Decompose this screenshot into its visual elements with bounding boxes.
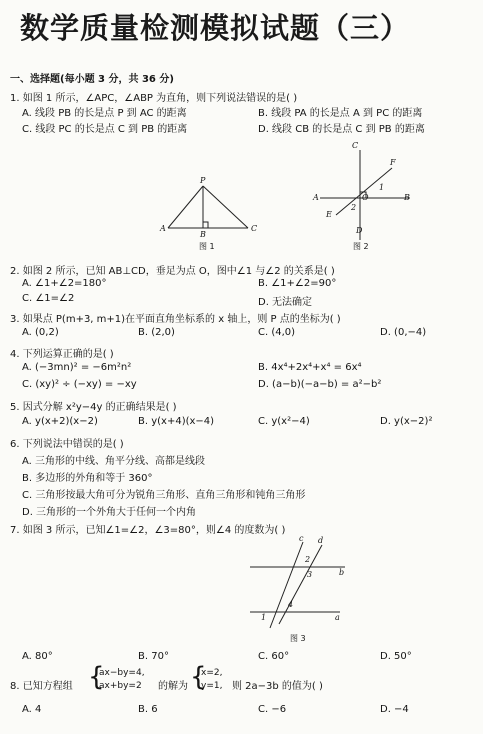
fig3-label-a: a: [335, 613, 340, 622]
question-4: 4. 下列运算正确的是( ): [10, 349, 114, 360]
q6-option-b: B. 多边形的外角和等于 360°: [22, 473, 153, 484]
question-2: 2. 如图 2 所示，已知 AB⊥CD，垂足为点 O，图中∠1 与∠2 的关系是( ): [10, 266, 335, 277]
q5-option-c: C. y(x²−4): [258, 416, 310, 427]
q2-option-a: A. ∠1+∠2=180°: [22, 278, 107, 289]
q5-option-a: A. y(x+2)(x−2): [22, 416, 98, 427]
q3-option-a: A. (0,2): [22, 327, 59, 338]
fig2-angle-1: 1: [379, 183, 385, 192]
fig3-label-b: b: [339, 568, 345, 577]
q4-option-a: A. (−3mn)² = −6m²n²: [22, 362, 132, 373]
q5-option-b: B. y(x+4)(x−4): [138, 416, 215, 427]
fig3-label-d: d: [318, 536, 324, 545]
q6-option-a: A. 三角形的中线、角平分线、高都是线段: [22, 456, 206, 467]
section-heading: 一、选择题(每小题 3 分，共 36 分): [10, 74, 174, 85]
question-7: 7. 如图 3 所示，已知∠1=∠2，∠3=80°，则∠4 的度数为( ): [10, 525, 286, 536]
q2-option-c: C. ∠1=∠2: [22, 293, 75, 304]
q4-option-b: B. 4x⁴+2x⁴+x⁴ = 6x⁴: [258, 362, 362, 373]
page-title: 数学质量检测模拟试题（三）: [20, 11, 411, 45]
q8-equation-1: ax−by=4,: [99, 668, 145, 678]
q4-option-c: C. (xy)² ÷ (−xy) = −xy: [22, 379, 137, 390]
q8-solution-1: x=2,: [201, 668, 223, 678]
question-8-prefix: 8. 已知方程组: [10, 681, 73, 692]
fig1-label-c: C: [251, 224, 258, 233]
q5-option-d: D. y(x−2)²: [380, 416, 433, 427]
q4-option-d: D. (a−b)(−a−b) = a²−b²: [258, 379, 382, 390]
fig2-caption: 图 2: [353, 242, 369, 251]
fig3-label-c: c: [299, 534, 304, 543]
q8-option-c: C. −6: [258, 704, 287, 715]
q3-option-d: D. (0,−4): [380, 327, 427, 338]
q8-suffix: 则 2a−3b 的值为( ): [232, 681, 323, 692]
fig1-label-b: B: [200, 230, 206, 239]
q8-mid-text: 的解为: [158, 681, 188, 692]
fig3-angle-4: 4: [288, 600, 294, 609]
fig3-angle-1: 1: [261, 613, 267, 622]
fig2-label-a: A: [313, 193, 319, 202]
q7-option-c: C. 60°: [258, 651, 290, 662]
q8-equation-2: ax+by=2: [99, 681, 142, 691]
q8-brace-1: {: [88, 662, 105, 692]
fig2-label-e: E: [326, 210, 332, 219]
q8-brace-2: {: [190, 662, 207, 692]
fig2-label-c: C: [352, 141, 359, 150]
q1-option-d: D. 线段 CB 的长是点 C 到 PB 的距离: [258, 124, 425, 135]
question-3: 3. 如果点 P(m+3, m+1)在平面直角坐标系的 x 轴上，则 P 点的坐标为( ): [10, 314, 341, 325]
fig1-label-a: A: [160, 224, 166, 233]
question-1: 1. 如图 1 所示，∠APC，∠ABP 为直角，则下列说法错误的是( ): [10, 93, 298, 104]
fig2-label-d: D: [356, 226, 363, 235]
q8-solution-2: y=1,: [201, 681, 223, 691]
fig2-label-o: O: [362, 193, 369, 202]
q7-option-a: A. 80°: [22, 651, 53, 662]
fig3-angle-3: 3: [307, 570, 313, 579]
question-5: 5. 因式分解 x²y−4y 的正确结果是( ): [10, 402, 177, 413]
q8-option-d: D. −4: [380, 704, 409, 715]
fig2-label-f: F: [390, 158, 396, 167]
fig2-angle-2: 2: [351, 203, 357, 212]
q6-option-c: C. 三角形按最大角可分为锐角三角形、直角三角形和钝角三角形: [22, 490, 306, 501]
q8-option-b: B. 6: [138, 704, 158, 715]
q7-option-d: D. 50°: [380, 651, 412, 662]
q8-option-a: A. 4: [22, 704, 42, 715]
q3-option-b: B. (2,0): [138, 327, 175, 338]
q3-option-c: C. (4,0): [258, 327, 296, 338]
q1-option-b: B. 线段 PA 的长是点 A 到 PC 的距离: [258, 108, 423, 119]
q6-option-d: D. 三角形的一个外角大于任何一个内角: [22, 507, 197, 518]
q2-option-b: B. ∠1+∠2=90°: [258, 278, 337, 289]
fig2-label-b: B: [404, 193, 410, 202]
fig1-label-p: P: [200, 176, 206, 185]
fig1-caption: 图 1: [199, 242, 215, 251]
q1-option-c: C. 线段 PC 的长是点 C 到 PB 的距离: [22, 124, 188, 135]
q2-option-d: D. 无法确定: [258, 297, 313, 308]
q1-option-a: A. 线段 PB 的长是点 P 到 AC 的距离: [22, 108, 187, 119]
fig3-caption: 图 3: [290, 634, 306, 643]
question-6: 6. 下列说法中错误的是( ): [10, 439, 124, 450]
q7-option-b: B. 70°: [138, 651, 169, 662]
fig3-angle-2: 2: [305, 555, 311, 564]
